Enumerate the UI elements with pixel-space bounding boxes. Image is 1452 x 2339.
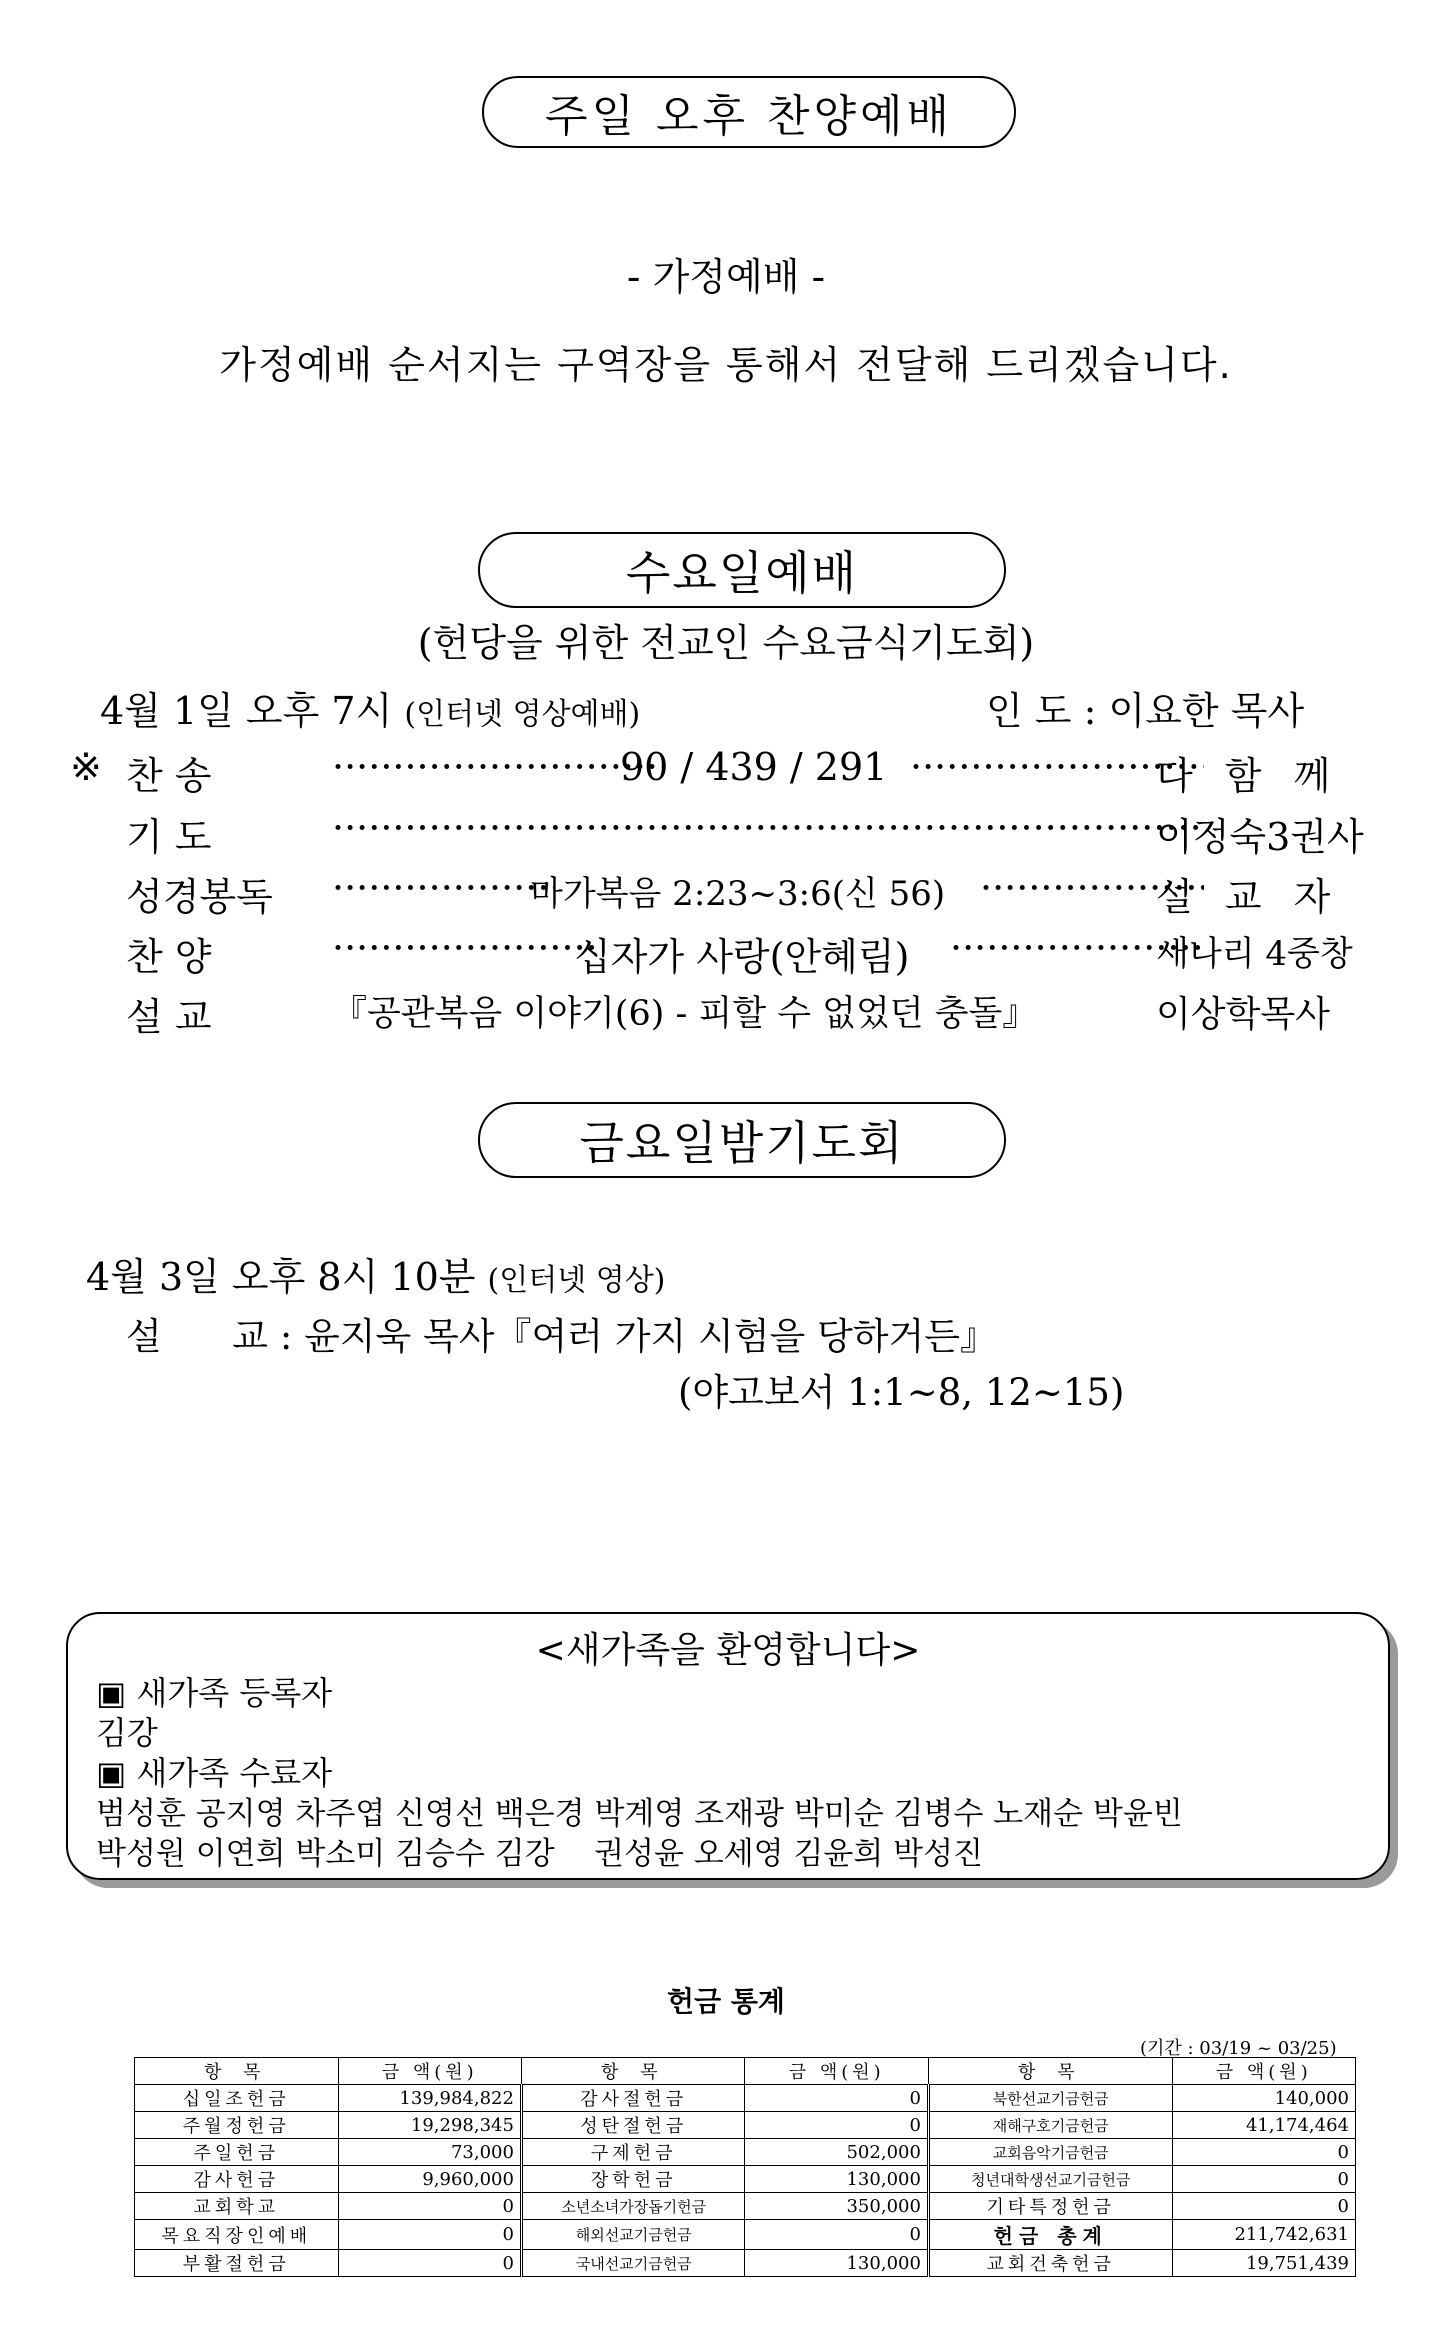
order-label: 찬 양 [126, 935, 212, 979]
wednesday-date-text: 4월 1일 오후 7시 [100, 689, 393, 733]
header-item: 항 목 [521, 2058, 745, 2085]
order-person: 다 함 께 [1156, 754, 1341, 798]
header-amount: 금 액(원) [745, 2058, 928, 2085]
offering-item: 감사헌금 [135, 2166, 339, 2193]
offering-amount: 0 [745, 2220, 928, 2250]
order-row-hymn [70, 745, 1370, 798]
offering-amount: 0 [745, 2112, 928, 2139]
welcome-box [66, 1612, 1390, 1880]
offering-item: 헌금 총계 [928, 2220, 1172, 2250]
wednesday-date [100, 680, 640, 735]
wednesday-title: 수요일예배 [625, 546, 859, 600]
order-person: 설 교 자 [1156, 875, 1341, 919]
order-content: 십자가 사랑(안혜림) [574, 935, 910, 979]
offering-item: 기타특정헌금 [928, 2193, 1172, 2220]
leader-dots [332, 866, 554, 910]
offering-amount: 0 [745, 2085, 928, 2112]
offering-item: 주월정헌금 [135, 2112, 339, 2139]
header-amount: 금 액(원) [338, 2058, 521, 2085]
offering-amount: 0 [338, 2220, 521, 2250]
offering-item: 소년소녀가장돕기헌금 [521, 2193, 745, 2220]
leader-dots [332, 745, 662, 789]
offering-amount: 0 [1172, 2139, 1355, 2166]
offering-amount: 0 [338, 2250, 521, 2277]
offering-amount: 0 [1172, 2193, 1355, 2220]
offering-item: 감사절헌금 [521, 2085, 745, 2112]
offering-amount: 139,984,822 [338, 2085, 521, 2112]
table-row [135, 2193, 1356, 2220]
header-amount: 금 액(원) [1172, 2058, 1355, 2085]
offering-header-row [135, 2058, 1356, 2085]
offering-item: 주일헌금 [135, 2139, 339, 2166]
order-content: 90 / 439 / 291 [620, 745, 888, 789]
table-row [135, 2166, 1356, 2193]
offering-amount: 0 [338, 2193, 521, 2220]
offering-item: 구제헌금 [521, 2139, 745, 2166]
offering-amount: 211,742,631 [1172, 2220, 1355, 2250]
friday-scripture: (야고보서 1:1~8, 12~15) [678, 1371, 1125, 1414]
offering-table [134, 2057, 1356, 2277]
order-person: 이정숙3권사 [1156, 815, 1364, 859]
leader-dots [332, 806, 1204, 850]
offering-item: 해외선교기금헌금 [521, 2220, 745, 2250]
sunday-title-box [482, 76, 1016, 148]
offering-amount: 9,960,000 [338, 2166, 521, 2193]
friday-sermon: 설 교 : 윤지욱 목사『여러 가지 시험을 당하거든』 [126, 1315, 997, 1358]
offering-period: (기간 : 03/19 ~ 03/25) [1140, 2038, 1337, 2059]
order-label: 설 교 [126, 995, 212, 1039]
table-row [135, 2250, 1356, 2277]
table-row [135, 2112, 1356, 2139]
offering-amount: 19,751,439 [1172, 2250, 1355, 2277]
registered-names: 김강 [96, 1714, 158, 1752]
wednesday-title-box [478, 532, 1006, 608]
sunday-title: 주일 오후 찬양예배 [544, 91, 953, 142]
offering-amount: 130,000 [745, 2166, 928, 2193]
offering-item: 국내선교기금헌금 [521, 2250, 745, 2277]
order-person: 이상학목사 [1156, 994, 1330, 1035]
offering-amount: 41,174,464 [1172, 2112, 1355, 2139]
offering-item: 재해구호기금헌금 [928, 2112, 1172, 2139]
friday-date-text: 4월 3일 오후 8시 10분 [86, 1255, 476, 1299]
order-row-prayer [70, 806, 1370, 859]
registered-label: ▣ 새가족 등록자 [96, 1674, 333, 1712]
offering-item: 십일조헌금 [135, 2085, 339, 2112]
offering-amount: 502,000 [745, 2139, 928, 2166]
order-content: 『공관복음 이야기(6) - 피할 수 없었던 충돌』 [332, 994, 1038, 1034]
offering-item: 청년대학생선교기금헌금 [928, 2166, 1172, 2193]
welcome-title: <새가족을 환영합니다> [535, 1630, 921, 1671]
table-row [135, 2220, 1356, 2250]
order-row-anthem [70, 926, 1370, 979]
table-row [135, 2139, 1356, 2166]
offering-amount: 73,000 [338, 2139, 521, 2166]
offering-amount: 19,298,345 [338, 2112, 521, 2139]
wednesday-subtitle: (헌당을 위한 전교인 수요금식기도회) [417, 621, 1035, 665]
offering-item: 교회건축헌금 [928, 2250, 1172, 2277]
wednesday-date-note: (인터넷 영상예배) [404, 697, 641, 732]
offering-title: 헌금 통계 [667, 1985, 785, 2018]
offering-amount: 350,000 [745, 2193, 928, 2220]
offering-amount: 0 [1172, 2166, 1355, 2193]
offering-item: 북한선교기금헌금 [928, 2085, 1172, 2112]
friday-date [86, 1246, 665, 1301]
offering-item: 교회학교 [135, 2193, 339, 2220]
header-item: 항 목 [928, 2058, 1172, 2085]
offering-item: 목요직장인예배 [135, 2220, 339, 2250]
order-person: 새나리 4중창 [1156, 934, 1353, 974]
leader-dots [332, 926, 596, 970]
offering-item: 교회음악기금헌금 [928, 2139, 1172, 2166]
wednesday-leader: 인 도 : 이요한 목사 [986, 689, 1305, 733]
offering-item: 부활절헌금 [135, 2250, 339, 2277]
friday-date-note: (인터넷 영상) [487, 1263, 666, 1298]
friday-title: 금요일밤기도회 [579, 1116, 905, 1170]
order-row-sermon [70, 986, 1370, 1039]
offering-amount: 140,000 [1172, 2085, 1355, 2112]
order-label: 성경봉독 [126, 875, 273, 919]
order-content: 마가복음 2:23~3:6(신 56) [530, 874, 946, 914]
order-label: 찬 송 [126, 754, 212, 798]
offering-amount: 130,000 [745, 2250, 928, 2277]
friday-title-box [478, 1102, 1006, 1178]
completed-label: ▣ 새가족 수료자 [96, 1754, 333, 1792]
completed-names-line1: 범성훈 공지영 차주엽 신영선 백은경 박계영 조재광 박미순 김병수 노재순 박윤빈 [96, 1796, 1183, 1832]
sunday-subtitle: - 가정예배 - [626, 255, 826, 299]
order-label: 기 도 [126, 815, 212, 859]
order-row-scripture [70, 866, 1370, 919]
header-item: 항 목 [135, 2058, 339, 2085]
offering-item: 성탄절헌금 [521, 2112, 745, 2139]
table-row [135, 2085, 1356, 2112]
offering-item: 장학헌금 [521, 2166, 745, 2193]
completed-names-line2: 박성원 이연희 박소미 김승수 김강 권성윤 오세영 김윤희 박성진 [96, 1836, 983, 1872]
order-mark: ※ [70, 745, 102, 789]
sunday-notice: 가정예배 순서지는 구역장을 통해서 전달해 드리겠습니다. [219, 343, 1233, 387]
